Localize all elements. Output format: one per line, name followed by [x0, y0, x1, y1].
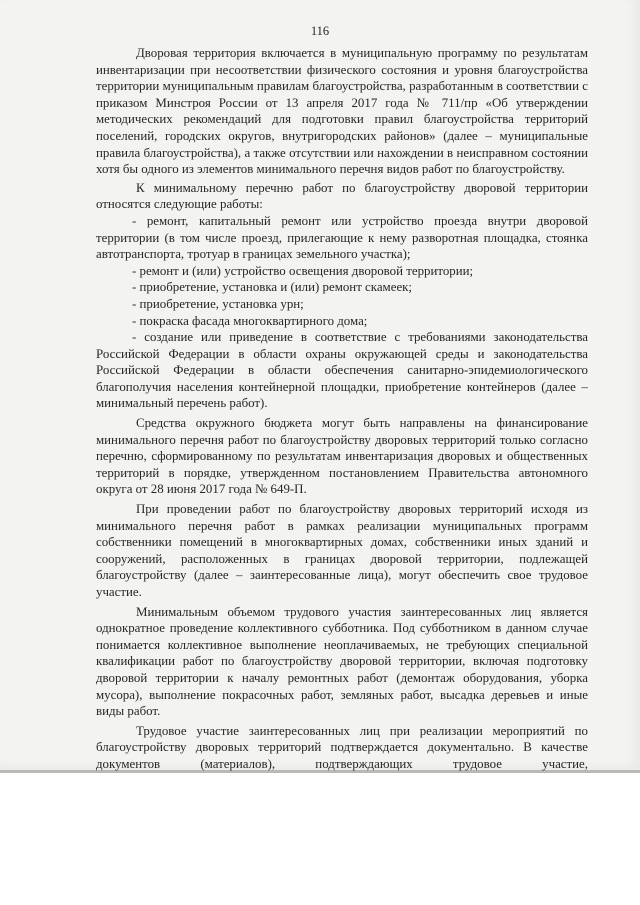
page-number: 116	[310, 24, 330, 38]
list-item-facade: - покраска фасада многоквартирного дома;	[132, 313, 368, 328]
paragraph-minimum-works-intro: К минимальному перечню работ по благоустройству дворовой территории относятся следующие работы:	[96, 180, 588, 212]
list-item-benches: - приобретение, установка и (или) ремонт скамеек;	[132, 280, 413, 295]
list-item-lighting: - ремонт и (или) устройство освещения дворовой территории;	[132, 263, 474, 278]
document-body	[96, 45, 588, 773]
paragraph-subbotnik: Минимальным объемом трудового участия заинтересованных лиц является однократное проведение коллективного субботника. Под субботником в данном случае понимается коллективное выполнение неоплачиваемых, не требующих специальной квалификации работ по благоустройству дворовой территории, включая подготовку дворовой территории к началу ремонтных работ (демонтаж оборудования, уборка мусора), выполнение покрасочных работ, земляных работ, высадка деревьев и иные виды работ.	[96, 604, 588, 719]
paragraph-district-budget: Средства окружного бюджета могут быть направлены на финансирование минимального перечня работ по благоустройству дворовых территорий только согласно перечню, сформированному по результатам инвентаризация дворовых и общественных территорий в порядке, утвержденном постановлением Правительства автономного округа от 28 июня 2017 года № 649-П.	[96, 416, 588, 497]
paragraph-labor-participation: При проведении работ по благоустройству дворовых территорий исходя из минимального перечня работ в рамках реализации муниципальных программ собственники помещений в многоквартирных домах, собственники иных зданий и сооружений, расположенных в границах дворовой территории, подлежащей благоустройству (далее – заинтересованные лица), могут обеспечить свое трудовое участие.	[96, 502, 588, 599]
list-item-bins: - приобретение, установка урн;	[132, 296, 304, 311]
paragraph-documentation: Трудовое участие заинтересованных лиц при реализации мероприятий по благоустройству дворовых территорий подтверждается документально. В качестве документов (материалов), подтверждающих трудовое участие,	[96, 723, 588, 771]
list-item-driveway-repair: - ремонт, капитальный ремонт или устройство проезда внутри дворовой территории (в том числе проезд, прилегающие к нему разворотная площадка, стоянка автотранспорта, тротуар в границах земельного участка);	[96, 213, 588, 262]
paragraph-inclusion-criteria: Дворовая территория включается в муниципальную программу по результатам инвентаризации при несоответствии физического состояния и уровня благоустройства территории муниципальным правилам благоустройства, разработанным в соответствии с приказом Минстроя России от 13 апреля 2017 года № 711/пр «Об утверждении методических рекомендаций для подготовки правил благоустройства территорий поселений, городских округов, внутригородских районов» (далее – муниципальные правила благоустройства), а также отсутствии или нахождении в неисправном состоянии хотя бы одного из элементов минимального перечня видов работ по благоустройству.	[96, 46, 588, 177]
list-item-container-site: - создание или приведение в соответствие с требованиями законодательства Российской Федерации в области охраны окружающей среды и законодательства Российской Федерации в области обеспечения санитарно-эпидемиологического благополучия населения контейнерной площадки, приобретение контейнеров (далее – минимальный перечень работ).	[96, 330, 588, 411]
